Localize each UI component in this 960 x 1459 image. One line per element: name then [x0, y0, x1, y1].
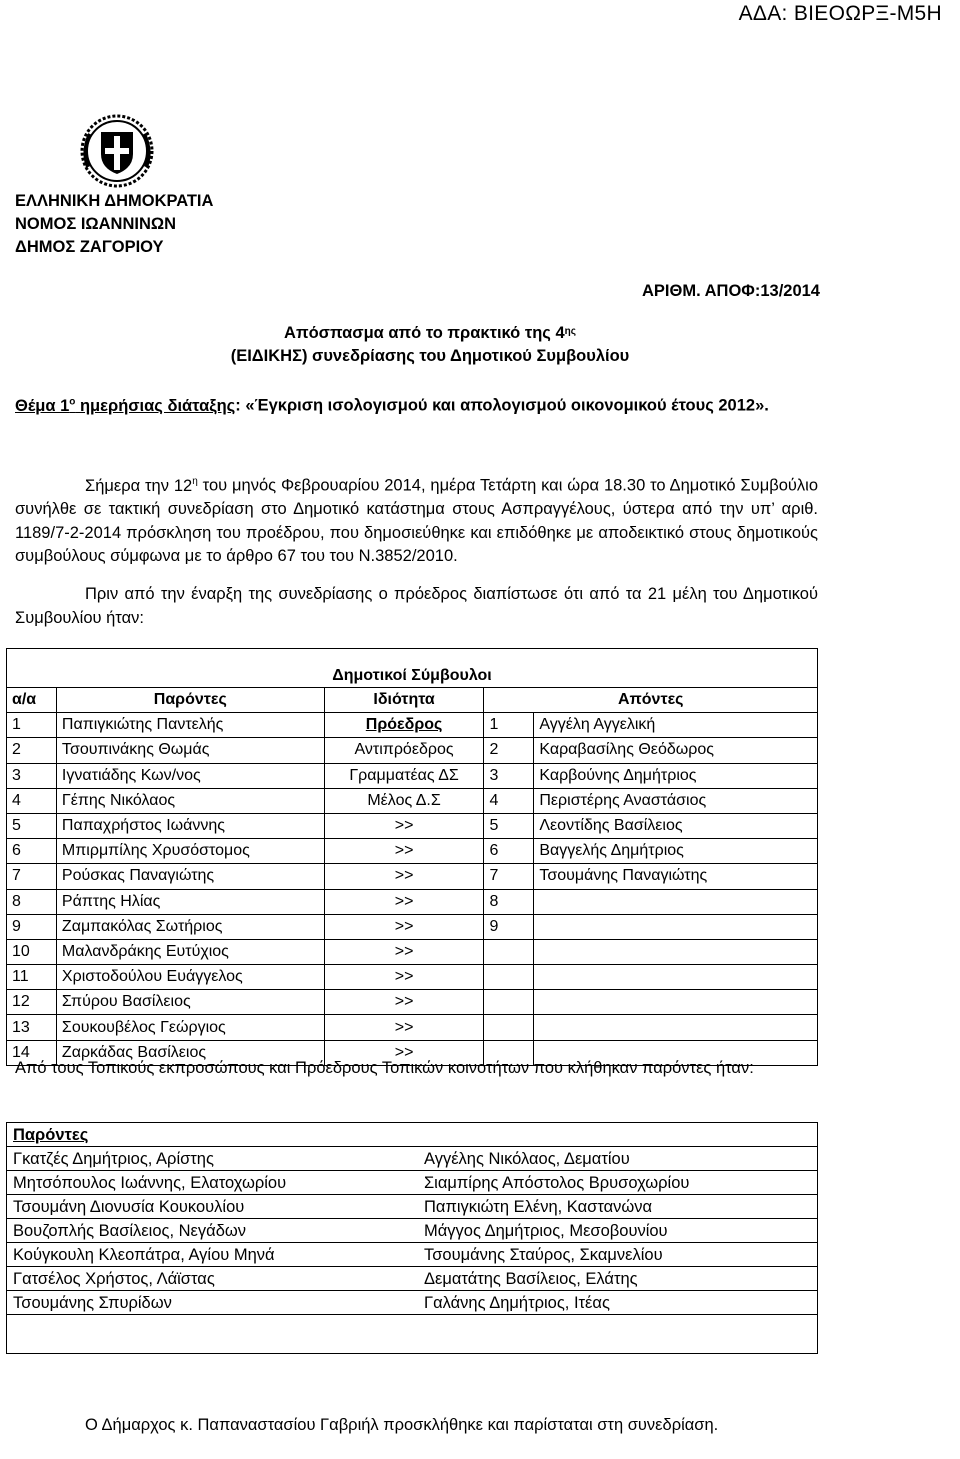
absent-number: 5 [484, 813, 534, 838]
rep-right-name: Αγγέλης Νικόλαος, Δεματίου [418, 1147, 818, 1171]
member-role: Γραμματέας ΔΣ [324, 763, 484, 788]
member-present-name: Σουκουβέλος Γεώργιος [56, 1015, 324, 1040]
rep-row [7, 1243, 818, 1267]
member-absent-name: Λεοντίδης Βασίλειος [534, 813, 818, 838]
rep-empty-cell [7, 1315, 418, 1354]
coat-of-arms-icon [78, 112, 156, 190]
member-absent-name: Τσουμάνης Παναγιώτης [534, 864, 818, 889]
col-header-number: α/α [7, 688, 57, 713]
member-present-name: Γέπης Νικόλαος [56, 788, 324, 813]
member-role: >> [324, 914, 484, 939]
member-role: >> [324, 839, 484, 864]
member-absent-name: Αγγέλη Αγγελική [534, 713, 818, 738]
member-role: >> [324, 990, 484, 1015]
rep-row [7, 1219, 818, 1243]
member-number: 11 [7, 965, 57, 990]
absent-number: 3 [484, 763, 534, 788]
decision-number: ΑΡΙΘΜ. ΑΠΟΦ:13/2014 [642, 282, 820, 300]
member-role: >> [324, 939, 484, 964]
member-present-name: Μαλανδράκης Ευτύχιος [56, 939, 324, 964]
member-absent-name [534, 990, 818, 1015]
member-row [7, 864, 818, 889]
member-number: 10 [7, 939, 57, 964]
member-present-name: Χριστοδούλου Ευάγγελος [56, 965, 324, 990]
rep-right-name: Σιαμπίρης Απόστολος Βρυσοχωρίου [418, 1171, 818, 1195]
col-header-present: Παρόντες [56, 688, 324, 713]
rep-right-name: Τσουμάνης Σταύρος, Σκαμνελίου [418, 1243, 818, 1267]
member-present-name: Ιγνατιάδης Κων/νος [56, 763, 324, 788]
member-absent-name [534, 889, 818, 914]
member-role: >> [324, 965, 484, 990]
mayor-paragraph [15, 1413, 818, 1437]
members-table-title: Δημοτικοί Σύμβουλοι [7, 649, 818, 688]
rep-left-name: Τσουμάνης Σπυρίδων [7, 1291, 418, 1315]
member-number: 12 [7, 990, 57, 1015]
intro-post: του μηνός Φεβρουαρίου 2014, ημέρα Τετάρτη και ώρα 18.30 το Δημοτικό Συμβούλιο συνήλθε σε τακτική συνεδρίαση στο Δημοτικό κατάστημα στους Ασπραγγέλους, ύστερα από την υπ’ αριθ. 1189/7-2-2014 πρόσκληση του προέδρου, που δημοσιεύθηκε και επιδόθηκε με αποδεικτικό στους δημοτικούς συμβούλους σύμφωνα με το άρθρο 67 του του Ν.3852/2010. [15, 476, 818, 565]
rep-left-name: Μητσόπουλος Ιωάννης, Ελατοχωρίου [7, 1171, 418, 1195]
rep-row-empty [7, 1315, 818, 1354]
subject-label-pre: Θέμα 1 [15, 396, 70, 415]
member-absent-name [534, 914, 818, 939]
member-absent-name [534, 939, 818, 964]
member-row [7, 939, 818, 964]
excerpt-title-text: Απόσπασμα από το πρακτικό της 4 [284, 324, 565, 342]
member-present-name: Σπύρου Βασίλειος [56, 990, 324, 1015]
rep-row [7, 1267, 818, 1291]
absent-number: 2 [484, 738, 534, 763]
member-number: 1 [7, 713, 57, 738]
member-present-name: Ράπτης Ηλίας [56, 889, 324, 914]
reps-header: Παρόντες [7, 1123, 418, 1147]
member-absent-name: Περιστέρης Αναστάσιος [534, 788, 818, 813]
member-number: 4 [7, 788, 57, 813]
subject-label [15, 397, 235, 415]
member-role: >> [324, 864, 484, 889]
before-start-text: Πριν από την έναρξη της συνεδρίασης ο πρόεδρος διαπίστωσε ότι από τα 21 μέλη του Δημοτικού Συμβουλίου ήταν: [15, 585, 818, 627]
member-role: >> [324, 1015, 484, 1040]
member-number: 3 [7, 763, 57, 788]
member-present-name: Τσουπινάκης Θωμάς [56, 738, 324, 763]
member-row [7, 813, 818, 838]
rep-right-name: Γαλάνης Δημήτριος, Ιτέας [418, 1291, 818, 1315]
absent-number: 7 [484, 864, 534, 889]
rep-left-name: Γκατζές Δημήτριος, Αρίστης [7, 1147, 418, 1171]
member-row [7, 889, 818, 914]
member-number: 6 [7, 839, 57, 864]
excerpt-subtitle: (ΕΙΔΙΚΗΣ) συνεδρίασης του Δημοτικού Συμβουλίου [230, 347, 630, 365]
member-number: 7 [7, 864, 57, 889]
member-role: >> [324, 889, 484, 914]
rep-right-name: Μάγγος Δημήτριος, Μεσοβουνίου [418, 1219, 818, 1243]
member-number: 14 [7, 1040, 57, 1065]
excerpt-title [170, 322, 690, 345]
rep-right-name: Παπιγκιώτη Ελένη, Καστανώνα [418, 1195, 818, 1219]
member-row [7, 763, 818, 788]
member-number: 8 [7, 889, 57, 914]
member-row [7, 713, 818, 738]
intro-sup: η [192, 476, 198, 487]
absent-number [484, 990, 534, 1015]
ada-code: ΑΔΑ: ΒΙΕΟΩΡΞ-Μ5Η [738, 2, 942, 25]
member-absent-name: Βαγγελής Δημήτριος [534, 839, 818, 864]
member-present-name: Ζαμπακόλας Σωτήριος [56, 914, 324, 939]
reps-intro-paragraph: Από τους Τοπικούς εκπροσώπους και Πρόεδρους Τοπικών κοινοτήτων που κλήθηκαν παρόντες ήταν: [15, 1059, 754, 1077]
intro-pre: Σήμερα την 12 [85, 476, 193, 495]
member-row [7, 965, 818, 990]
member-present-name: Παπιγκιώτης Παντελής [56, 713, 324, 738]
member-present-name: Ρούσκας Παναγιώτης [56, 864, 324, 889]
subject-paragraph [15, 390, 818, 418]
member-row [7, 839, 818, 864]
member-row [7, 788, 818, 813]
before-start-paragraph [15, 583, 818, 630]
member-absent-name [534, 1015, 818, 1040]
member-number: 13 [7, 1015, 57, 1040]
rep-row [7, 1171, 818, 1195]
member-present-name: Μπιρμπίλης Χρυσόστομος [56, 839, 324, 864]
excerpt-ordinal: ης [564, 326, 576, 337]
absent-number [484, 965, 534, 990]
rep-empty-cell [418, 1315, 818, 1354]
rep-left-name: Γατσέλος Χρήστος, Λάϊστας [7, 1267, 418, 1291]
header-republic: ΕΛΛΗΝΙΚΗ ΔΗΜΟΚΡΑΤΙΑ [15, 192, 214, 210]
member-role: >> [324, 813, 484, 838]
rep-left-name: Τσουμάνη Διονυσία Κουκουλίου [7, 1195, 418, 1219]
col-header-absent: Απόντες [484, 688, 818, 713]
member-row [7, 1015, 818, 1040]
member-row [7, 990, 818, 1015]
absent-number: 9 [484, 914, 534, 939]
reps-header-spacer [418, 1123, 818, 1147]
rep-row [7, 1195, 818, 1219]
member-role: >> [324, 1040, 484, 1065]
member-absent-name: Καρβούνης Δημήτριος [534, 763, 818, 788]
member-row [7, 914, 818, 939]
member-role: Αντιπρόεδρος [324, 738, 484, 763]
mayor-text: Ο Δήμαρχος κ. Παπαναστασίου Γαβριήλ προσκλήθηκε και παρίσταται στη συνεδρίαση. [85, 1416, 719, 1434]
rep-row [7, 1147, 818, 1171]
rep-row [7, 1291, 818, 1315]
member-role: Πρόεδρος [324, 713, 484, 738]
absent-number: 6 [484, 839, 534, 864]
subject-text: : «Έγκριση ισολογισμού και απολογισμού οικονομικού έτους 2012». [235, 396, 769, 415]
absent-number: 4 [484, 788, 534, 813]
member-present-name: Ζαρκάδας Βασίλειος [56, 1040, 324, 1065]
rep-left-name: Βουζοπλής Βασίλειος, Νεγάδων [7, 1219, 418, 1243]
member-row [7, 738, 818, 763]
absent-number: 8 [484, 889, 534, 914]
member-present-name: Παπαχρήστος Ιωάννης [56, 813, 324, 838]
member-number: 2 [7, 738, 57, 763]
rep-left-name: Κούγκουλη Κλεοπάτρα, Αγίου Μηνά [7, 1243, 418, 1267]
absent-number [484, 1015, 534, 1040]
header-prefecture: ΝΟΜΟΣ ΙΩΑΝΝΙΝΩΝ [15, 215, 177, 233]
member-number: 9 [7, 914, 57, 939]
rep-right-name: Δεματάτης Βασίλειος, Ελάτης [418, 1267, 818, 1291]
col-header-role: Ιδιότητα [324, 688, 484, 713]
absent-number: 1 [484, 713, 534, 738]
member-absent-name [534, 965, 818, 990]
absent-number [484, 939, 534, 964]
member-role: Μέλος Δ.Σ [324, 788, 484, 813]
reps-table [6, 1122, 818, 1354]
subject-label-sup: ο [69, 396, 76, 407]
intro-paragraph [15, 470, 818, 569]
member-number: 5 [7, 813, 57, 838]
header-municipality: ΔΗΜΟΣ ΖΑΓΟΡΙΟΥ [15, 238, 164, 256]
member-absent-name: Καραβασίλης Θεόδωρος [534, 738, 818, 763]
members-table [6, 648, 818, 1066]
subject-label-post: ημερήσιας διάταξης [75, 396, 236, 415]
